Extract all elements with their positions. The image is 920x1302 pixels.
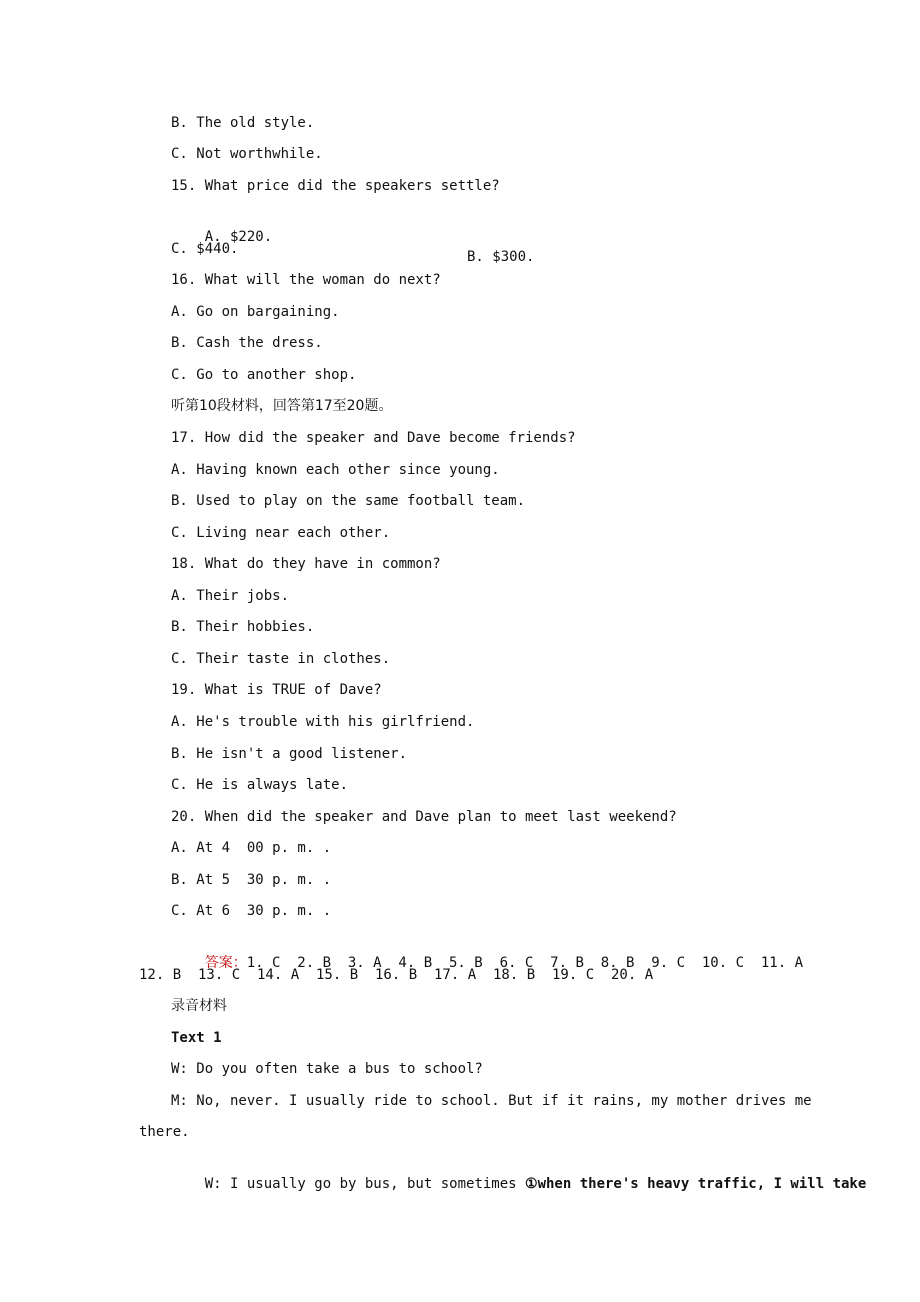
question-18: 18. What do they have in common? [171, 556, 441, 572]
question-20-option-b: B. At 5 30 p. m. . [171, 872, 332, 888]
text-1-woman-line-2-emphasis: ①when there's heavy traffic, I will take [525, 1176, 867, 1192]
question-19: 19. What is TRUE of Dave? [171, 682, 382, 698]
option-b-old-style: B. The old style. [171, 115, 315, 131]
question-18-option-a: A. Their jobs. [171, 588, 290, 604]
question-20: 20. When did the speaker and Dave plan to meet last weekend? [171, 809, 677, 825]
question-16-option-a: A. Go on bargaining. [171, 304, 340, 320]
transcript-heading: 录音材料 [171, 998, 227, 1014]
question-16-option-b: B. Cash the dress. [171, 335, 323, 351]
question-20-option-c: C. At 6 30 p. m. . [171, 903, 332, 919]
text-1-man-line-1: M: No, never. I usually ride to school. But if it rains, my mother drives me [171, 1093, 812, 1109]
question-19-option-b: B. He isn't a good listener. [171, 746, 408, 762]
question-16: 16. What will the woman do next? [171, 272, 441, 288]
text-1-man-line-1-continued: there. [139, 1124, 190, 1140]
answer-key-part-1: 1. C 2. B 3. A 4. B 5. B 6. C 7. B 8. B 9. C 10. C 11. A [246, 955, 804, 971]
question-18-option-c: C. Their taste in clothes. [171, 651, 391, 667]
text-1-woman-line-2-plain: W: I usually go by bus, but sometimes [204, 1176, 526, 1192]
question-18-option-b: B. Their hobbies. [171, 619, 315, 635]
answer-key-line-2: 12. B 13. C 14. A 15. B 16. B 17. A 18. B 19. C 20. A [139, 967, 654, 983]
question-15-option-c: C. $440. [171, 241, 239, 257]
question-19-option-a: A. He's trouble with his girlfriend. [171, 714, 475, 730]
question-20-option-a: A. At 4 00 p. m. . [171, 840, 332, 856]
question-17-option-a: A. Having known each other since young. [171, 462, 500, 478]
question-17-option-b: B. Used to play on the same football team. [171, 493, 526, 509]
answer-label: 答案： [204, 955, 247, 971]
text-1-woman-line-1: W: Do you often take a bus to school? [171, 1061, 483, 1077]
question-17: 17. How did the speaker and Dave become friends? [171, 430, 576, 446]
question-15: 15. What price did the speakers settle? [171, 178, 500, 194]
question-17-option-c: C. Living near each other. [171, 525, 391, 541]
option-c-not-worthwhile: C. Not worthwhile. [171, 146, 323, 162]
question-19-option-c: C. He is always late. [171, 777, 349, 793]
text-1-woman-line-2 [171, 1154, 866, 1214]
question-15-option-b: B. $300. [467, 249, 535, 265]
text-1-heading: Text 1 [171, 1030, 222, 1046]
question-15-option-a: A. $220. [204, 229, 273, 245]
section-10-instruction: 听第10段材料，回答第17至20题。 [171, 398, 393, 414]
question-16-option-c: C. Go to another shop. [171, 367, 357, 383]
